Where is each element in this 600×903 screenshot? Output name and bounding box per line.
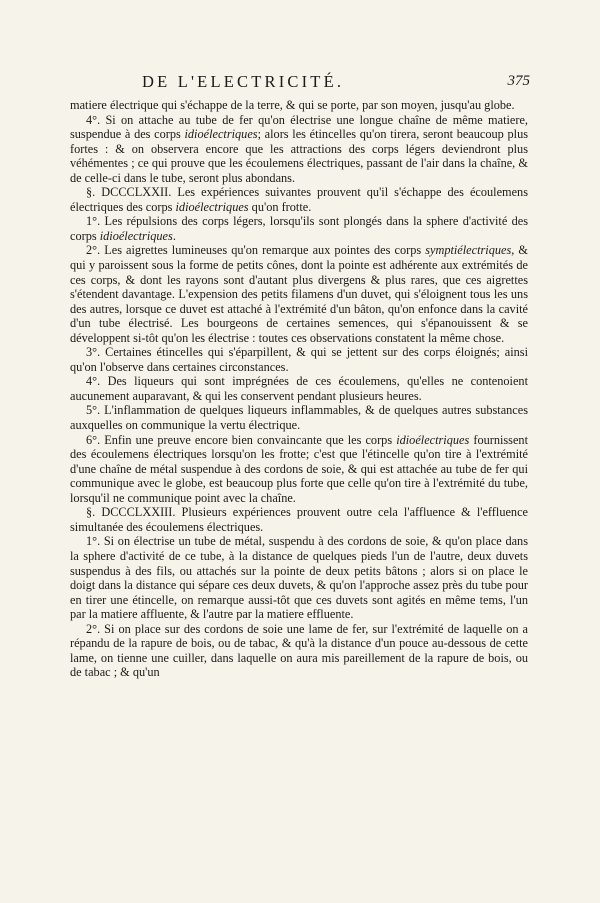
text-run: , & qui y paroissent sous la forme de petits cônes, dont la pointe est adhérente aux extrémités de ces corps, & dont les rayons sont d'autant plus divergens & plus rares, que ces aigrettes s'étendent davantage. L'expension des petits filamens d'un duvet, qui s'éloignent tous les uns des autres, lorsque ce duvet est attaché à l'extrémité d'un bâton, qu'on enfonce dans la cavité d'un tube électrisé. Les bourgeons de certaines semences, qui s'épanouissent & se développent si-tôt qu'on les électrise : toutes ces observations constatent la même chose. [70, 243, 528, 345]
page-header [70, 72, 528, 98]
text-run: 1°. Si on électrise un tube de métal, suspendu à des cordons de soie, & qu'on place dans la sphere d'activité de ce tube, à la distance de quelques pieds l'un de l'autre, deux duvets suspendus à des fils, ou attachés sur la pointe de deux petits bâtons ; alors si on place le doigt dans la distance qui sépare ces deux duvets, & qu'on l'approche assez près du tube pour en tirer une étincelle, on remarque aussi-tôt que ces duvets sont agités en même tems, l'un par la matiere affluente, & l'autre par la matiere effluente. [70, 534, 528, 622]
text-run: 2°. Si on place sur des cordons de soie une lame de fer, sur l'extrémité de laquelle on a répandu de la rapure de bois, ou de tabac, & qu'à la distance d'un pouce au-dessous de cette lame, on tienne une cuiller, dans laquelle on aura mis pareillement de la rapure de bois, ou de tabac ; & qu'un [70, 621, 528, 680]
text-run: §. DCCCLXXIII. Plusieurs expériences prouvent outre cela l'affluence & l'effluence simultanée des écoulemens électriques. [70, 505, 528, 534]
text-run: 4°. Des liqueurs qui sont imprégnées de ces écoulemens, qu'elles ne contenoient aucunement auparavant, & qui les conservent pendant plusieurs heures. [70, 374, 528, 403]
text-run: 4°. Si on attache au tube de fer qu'on électrise une longue chaîne de même matiere, suspendue à des corps [70, 112, 528, 142]
paragraph-s872-item-5 [70, 403, 528, 432]
text-run: 5°. L'inflammation de quelques liqueurs inflammables, & de quelques autres substances auxquelles on communique la vertu électrique. [70, 403, 528, 433]
text-run: . [172, 228, 176, 243]
page-number: 375 [507, 73, 530, 89]
italic-term: idioélectriques [99, 228, 173, 243]
paragraph-continuation [70, 98, 528, 113]
paragraph-s873-item-1 [70, 534, 528, 621]
text-run: 1°. Les répulsions des corps légers, lorsqu'ils sont plongés dans la sphere d'activité des corps [70, 214, 528, 243]
paragraph-s872-item-1 [70, 214, 528, 243]
body-text [70, 98, 528, 680]
paragraph-item-4 [70, 113, 528, 186]
paragraph-s872-item-4 [70, 374, 528, 403]
text-run: fournissent des écoulemens électriques lorsqu'on les frotte; c'est que l'étincelle qu'on tire à l'extrémité d'une chaîne de métal suspendue à des cordons de soie, & qui est attachée au tube de fer qui communique avec le globe, est beaucoup plus forte que celle qu'on tire à l'extrémité du tube, lorsqu'il ne communique point avec la chaîne. [70, 432, 528, 505]
italic-term: symptiélectriques [425, 243, 512, 258]
text-run: 3°. Certaines étincelles qui s'éparpillent, & qui se jettent sur des corps éloignés; ainsi qu'on l'observe dans certaines circonstances. [70, 345, 528, 374]
italic-term: idioélectriques [175, 199, 249, 214]
paragraph-s873-item-2 [70, 622, 528, 680]
paragraph-s872-item-6 [70, 433, 528, 506]
paragraph-s872-item-2 [70, 243, 528, 345]
paragraph-s872-item-3 [70, 345, 528, 374]
italic-term: idioélectriques [184, 127, 258, 142]
paragraph-section-873 [70, 505, 528, 534]
text-run: matiere électrique qui s'échappe de la terre, & qui se porte, par son moyen, jusqu'au globe. [70, 98, 515, 112]
text-run: 6°. Enfin une preuve encore bien convaincante que les corps [86, 432, 397, 447]
text-run: §. DCCCLXXII. Les expériences suivantes prouvent qu'il s'échappe des écoulemens électriques des corps [70, 185, 528, 214]
paragraph-section-872 [70, 185, 528, 214]
running-head: DE L'ELECTRICITÉ. [142, 72, 345, 91]
text-run: 2°. Les aigrettes lumineuses qu'on remarque aux pointes des corps [86, 243, 426, 258]
text-run: qu'on frotte. [248, 199, 312, 214]
book-page [70, 72, 528, 680]
italic-term: idioélectriques [396, 432, 470, 447]
text-run: ; alors les étincelles qu'on tirera, seront beaucoup plus fortes : & on observera encore que les attractions des corps légers deviendront plus véhémentes ; ce qui prouve que les écoulemens électriques, passant de l'air dans la chaîne, & de celle-ci dans le tube, seront plus abondans. [70, 127, 528, 185]
